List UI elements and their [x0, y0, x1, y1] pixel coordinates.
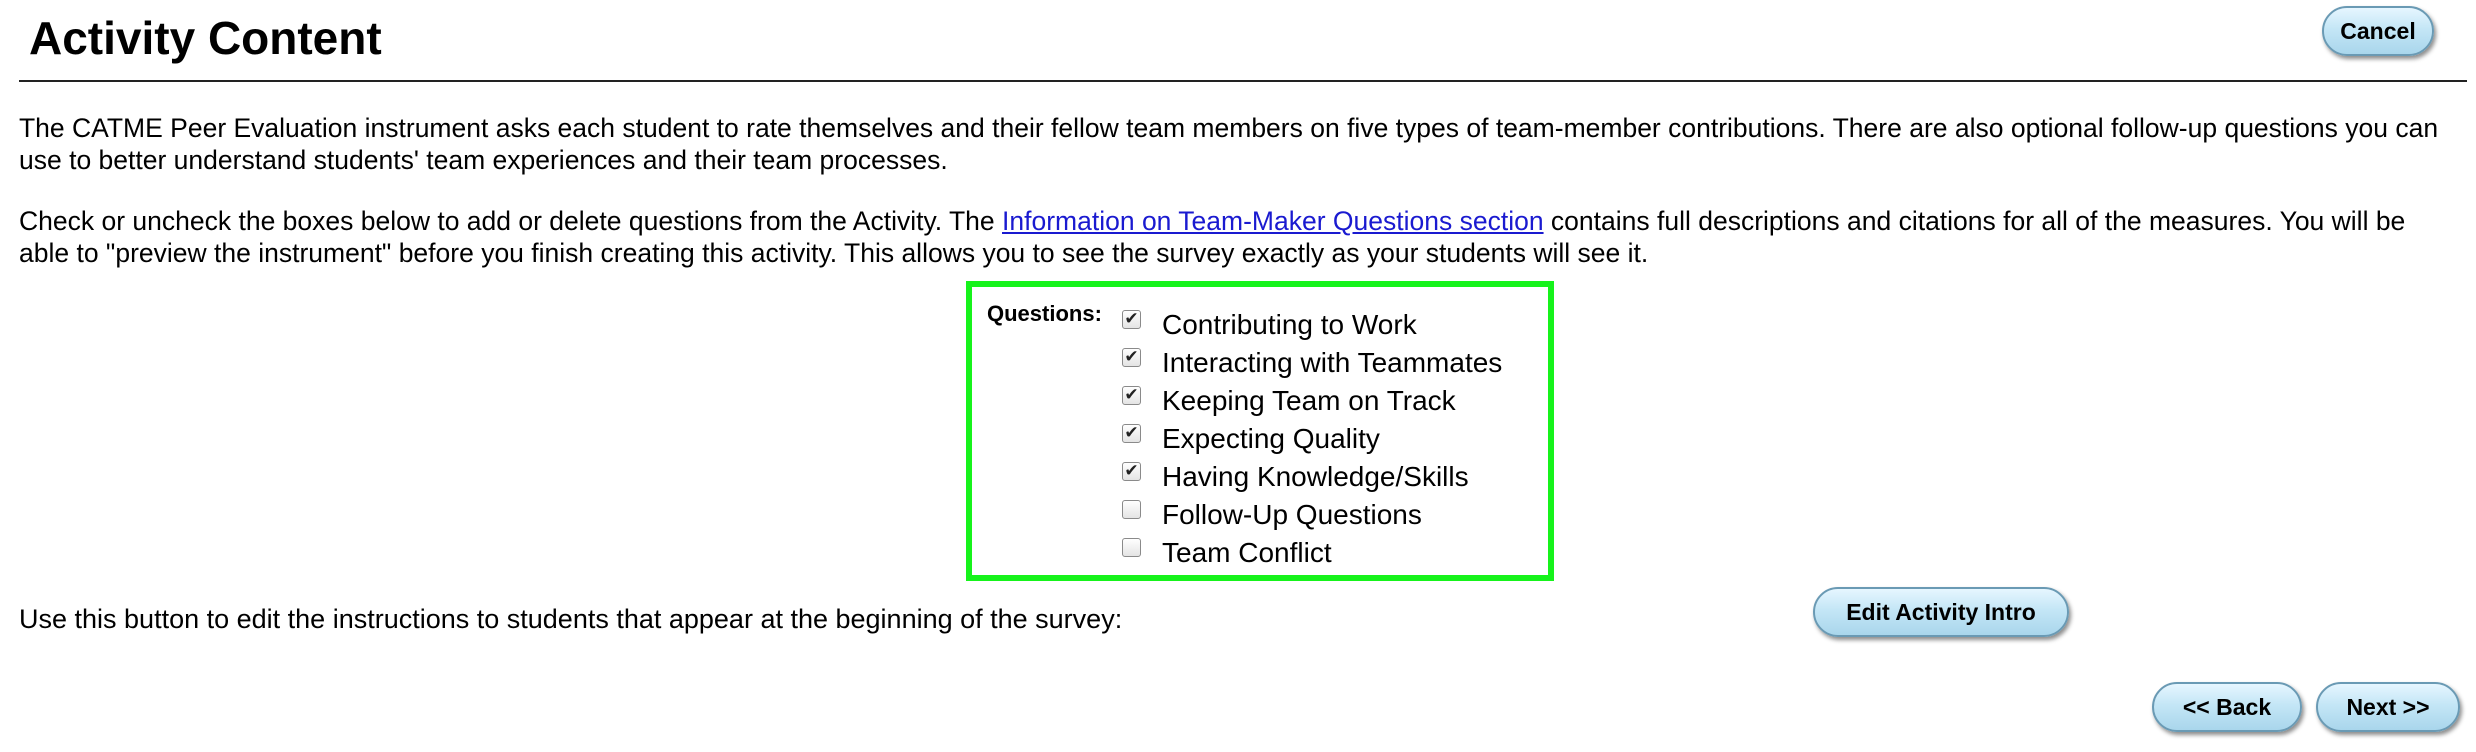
checkbox[interactable]: ✔: [1122, 310, 1141, 329]
checkbox[interactable]: [1122, 538, 1141, 557]
checkbox[interactable]: [1122, 500, 1141, 519]
checkbox[interactable]: ✔: [1122, 348, 1141, 367]
question-label: Expecting Quality: [1162, 423, 1380, 454]
instructions-paragraph: [19, 205, 2459, 269]
back-button[interactable]: << Back: [2152, 682, 2302, 732]
cancel-button[interactable]: Cancel: [2322, 6, 2434, 56]
checkbox[interactable]: ✔: [1122, 424, 1141, 443]
instructions-text-start: Check or uncheck the boxes below to add or delete questions from the Activity. The: [19, 206, 1003, 236]
intro-paragraph: The CATME Peer Evaluation instrument asks each student to rate themselves and their fellow team members on five types of team-member contributions. There are also optional follow-up questions you can use to better understand students' team experiences and their team processes.: [19, 113, 2439, 175]
checkbox[interactable]: ✔: [1122, 386, 1141, 405]
question-label: Team Conflict: [1162, 537, 1332, 568]
questions-box: [966, 281, 1554, 581]
edit-intro-instructions: Use this button to edit the instructions to students that appear at the beginning of the survey:: [19, 604, 1123, 634]
instructions-text-end: contains full descriptions and citations for all of the measures. You will be able to "preview the instrument" before you finish creating this activity. This allows you to see the survey exactly as your students will see it.: [19, 206, 2406, 268]
next-button[interactable]: Next >>: [2316, 682, 2460, 732]
question-label: Follow-Up Questions: [1162, 499, 1422, 530]
question-label: Contributing to Work: [1162, 309, 1417, 340]
question-label: Keeping Team on Track: [1162, 385, 1456, 416]
page-header: [19, 0, 2467, 82]
team-maker-questions-link[interactable]: Information on Team-Maker Questions section: [1002, 206, 1544, 236]
question-label: Having Knowledge/Skills: [1162, 461, 1469, 492]
questions-label: Questions:: [987, 301, 1102, 326]
question-label: Interacting with Teammates: [1162, 347, 1503, 378]
edit-activity-intro-button[interactable]: Edit Activity Intro: [1813, 587, 2069, 637]
page-title: Activity Content: [29, 12, 382, 64]
checkbox[interactable]: ✔: [1122, 462, 1141, 481]
